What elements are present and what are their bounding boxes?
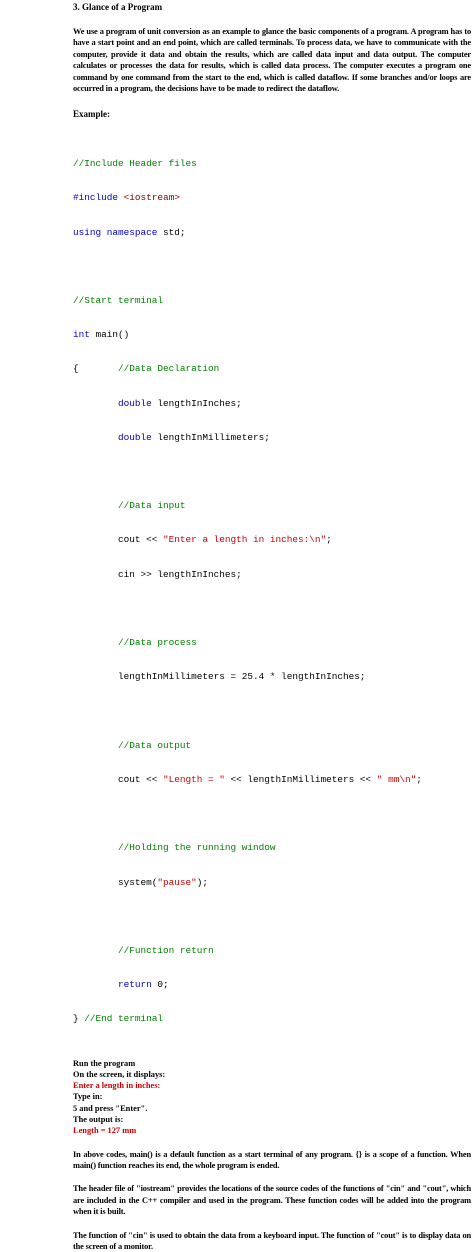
code-line — [73, 842, 471, 853]
code-line — [73, 945, 471, 956]
code-comment: //Function return — [73, 944, 214, 956]
paragraph-cin-cout: The function of "cin" is used to obtain the data from a keyboard input. The function of "cout" is to display data on the screen of a monitor. — [73, 1230, 471, 1252]
code-listing — [73, 135, 471, 1047]
code-line — [73, 295, 471, 306]
code-comment: //End terminal — [84, 1013, 164, 1025]
code-line — [73, 671, 471, 682]
code-line — [73, 398, 471, 409]
code-comment: //Data process — [73, 637, 197, 649]
code-keyword: return — [118, 979, 152, 991]
code-text: cout << — [73, 773, 164, 785]
code-blank-line — [73, 261, 471, 272]
code-text: ; — [326, 534, 332, 546]
code-comment: //Holding the running window — [73, 842, 276, 854]
code-line — [73, 363, 471, 374]
code-comment: //Data Declaration — [118, 363, 220, 375]
code-string: "Length = " — [163, 773, 225, 785]
code-blank-line — [73, 911, 471, 922]
code-text: system( — [73, 876, 158, 888]
code-line — [73, 979, 471, 990]
intro-paragraph: We use a program of unit conversion as an example to glance the basic components of a program. A program has to have a start point and an end point, which are called terminals. To process data, we have to communicate with the computer, provide it data and obtain the results, which are called data input and data output. The computer calculates or processes the data for results, which is called data process. The computer executes a program one command by one command from the start to the end, which is called dataflow. If some branches and/or loops are occurred in a program, the decisions have to be made to redirect the dataflow. — [73, 27, 471, 94]
code-blank-line — [73, 603, 471, 614]
code-line — [73, 877, 471, 888]
code-keyword: int — [73, 329, 90, 341]
run-output-block — [73, 1058, 471, 1137]
code-comment: //Include Header files — [73, 158, 197, 170]
code-text: std; — [157, 226, 186, 238]
code-text: << lengthInMillimeters << — [224, 773, 377, 785]
run-line: On the screen, it displays: — [73, 1069, 166, 1079]
code-comment: //Data output — [73, 739, 192, 751]
paragraph-iostream: The header file of "iostream" provides the locations of the source codes of the functions of "cin" and "cout", which are included in the C++ compiler and used in the program. These function codes will be added into the program when it is built. — [73, 1184, 471, 1217]
code-text: lengthInMillimeters = 25.4 * lengthInInches; — [73, 671, 366, 683]
code-blank-line — [73, 808, 471, 819]
code-text: } — [73, 1013, 85, 1025]
code-text: lengthInMillimeters; — [151, 431, 270, 443]
run-line: 5 and press "Enter". — [73, 1103, 148, 1113]
code-line — [73, 158, 471, 169]
code-text: lengthInInches; — [151, 397, 242, 409]
code-line — [73, 500, 471, 511]
document-page — [73, 2, 471, 1252]
code-string: "pause" — [157, 876, 197, 888]
code-keyword: double — [118, 397, 152, 409]
run-line: Run the program — [73, 1058, 136, 1068]
code-line — [73, 329, 471, 340]
paragraph-main-function: In above codes, main() is a default function as a start terminal of any program. {} is a scope of a function. When main() function reaches its end, the whole program is ended. — [73, 1149, 471, 1171]
code-comment: //Data input — [73, 500, 186, 512]
code-comment: //Start terminal — [73, 295, 164, 307]
code-line — [73, 227, 471, 238]
code-line — [73, 192, 471, 203]
code-line — [73, 774, 471, 785]
code-indent — [73, 979, 118, 990]
run-output-result: Length = 127 mm — [73, 1126, 137, 1136]
example-label: Example: — [73, 109, 110, 120]
code-text: cin >> lengthInInches; — [73, 568, 242, 580]
run-line: The output is: — [73, 1115, 124, 1125]
code-string: "Enter a length in inches:\n" — [163, 534, 327, 546]
code-line — [73, 569, 471, 580]
code-indent — [73, 398, 118, 409]
code-line — [73, 1013, 471, 1024]
code-text: 0; — [151, 979, 169, 991]
code-indent — [73, 432, 118, 443]
code-text: ; — [416, 773, 422, 785]
code-text: main() — [89, 329, 130, 341]
code-keyword: using namespace — [73, 226, 158, 238]
code-include-target: <iostream> — [123, 192, 180, 204]
code-text: ); — [196, 876, 209, 888]
code-text: { — [73, 363, 119, 375]
code-string: " mm\n" — [376, 773, 417, 785]
code-line — [73, 534, 471, 545]
run-line: Type in: — [73, 1092, 103, 1102]
code-line — [73, 740, 471, 751]
code-directive: #include — [73, 192, 124, 204]
code-line — [73, 432, 471, 443]
code-text: cout << — [73, 534, 164, 546]
code-blank-line — [73, 706, 471, 717]
code-blank-line — [73, 466, 471, 477]
code-keyword: double — [118, 431, 152, 443]
section-heading: 3. Glance of a Program — [73, 2, 163, 12]
run-output-prompt: Enter a length in inches: — [73, 1081, 161, 1091]
